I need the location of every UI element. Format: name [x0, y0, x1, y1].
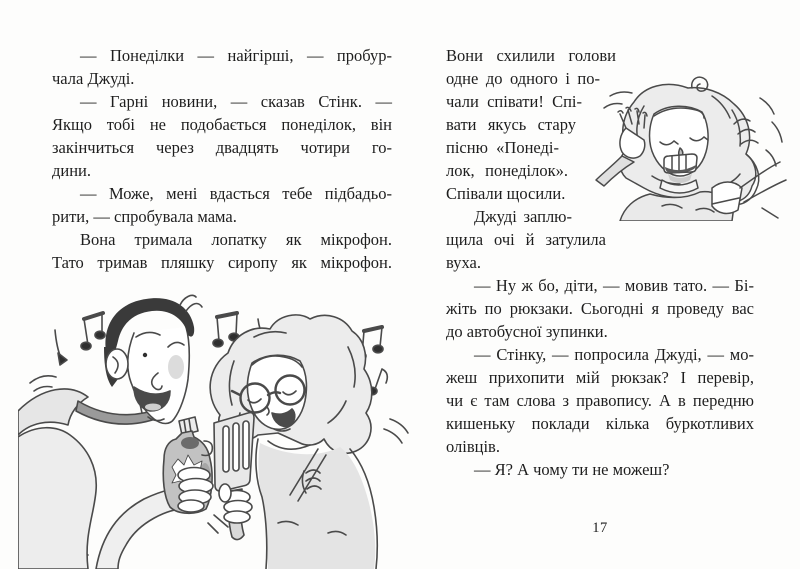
text-line: жеш прихопити мій рюкзак? І перевір,: [446, 368, 754, 387]
text-line: Вони схилили голови: [446, 46, 616, 65]
judy-figure: [596, 77, 786, 221]
text-line: — Стінку, — попросила Джуді, — мо-: [474, 345, 754, 364]
text-line: вуха.: [446, 253, 481, 272]
text-line: — Може, мені вдасться тебе підбадьо-: [80, 184, 392, 203]
dad-figure: [18, 295, 202, 569]
text-line: одне до одного і по-: [446, 69, 600, 88]
text-line: чи є там слова з правопису. А в передню: [446, 391, 754, 410]
text-line: Джуді заплю-: [474, 207, 572, 226]
text-line: — Я? А чому ти не можеш?: [474, 460, 670, 479]
text-line: Тато тримав пляшку сиропу як мікрофон.: [52, 253, 392, 272]
judy-covering-ears-illustration: [592, 66, 792, 221]
text-line: до автобусної зупинки.: [446, 322, 608, 341]
text-line: Якщо тобі не подобається понеділок, він: [52, 115, 392, 134]
text-line: кишеньку поклади кілька буркотливих: [446, 414, 754, 433]
text-line: чала Джуді.: [52, 69, 135, 88]
parents-singing-illustration: [18, 283, 420, 569]
syrup-bottle: [163, 417, 213, 513]
music-note-icon: [55, 313, 105, 365]
text-line: олівців.: [446, 437, 500, 456]
left-page-text: [52, 44, 392, 274]
text-line: Вона тримала лопатку як мікрофон.: [80, 230, 392, 249]
text-line: — Ну ж бо, діти, — мовив тато. — Бі-: [474, 276, 754, 295]
text-line: рити, — спробувала мама.: [52, 207, 237, 226]
page-number: 17: [592, 520, 608, 536]
text-line: чали співати! Спі-: [446, 92, 582, 111]
text-line: вати якусь стару: [446, 115, 576, 134]
text-line: дини.: [52, 161, 92, 180]
text-line: — Понеділки — найгірші, — пробур-: [80, 46, 392, 65]
text-line: закінчиться через двадцять чотири го-: [52, 138, 392, 157]
text-line: Співали щосили.: [446, 184, 566, 203]
text-line: — Гарні новини, — сказав Стінк. —: [80, 92, 392, 111]
text-line: жіть по рюкзаки. Сьогодні я проведу вас: [446, 299, 754, 318]
text-line: лок, понеділок».: [446, 161, 568, 180]
text-line: щила очі й затулила: [446, 230, 606, 249]
text-line: пісню «Понеді-: [446, 138, 559, 157]
